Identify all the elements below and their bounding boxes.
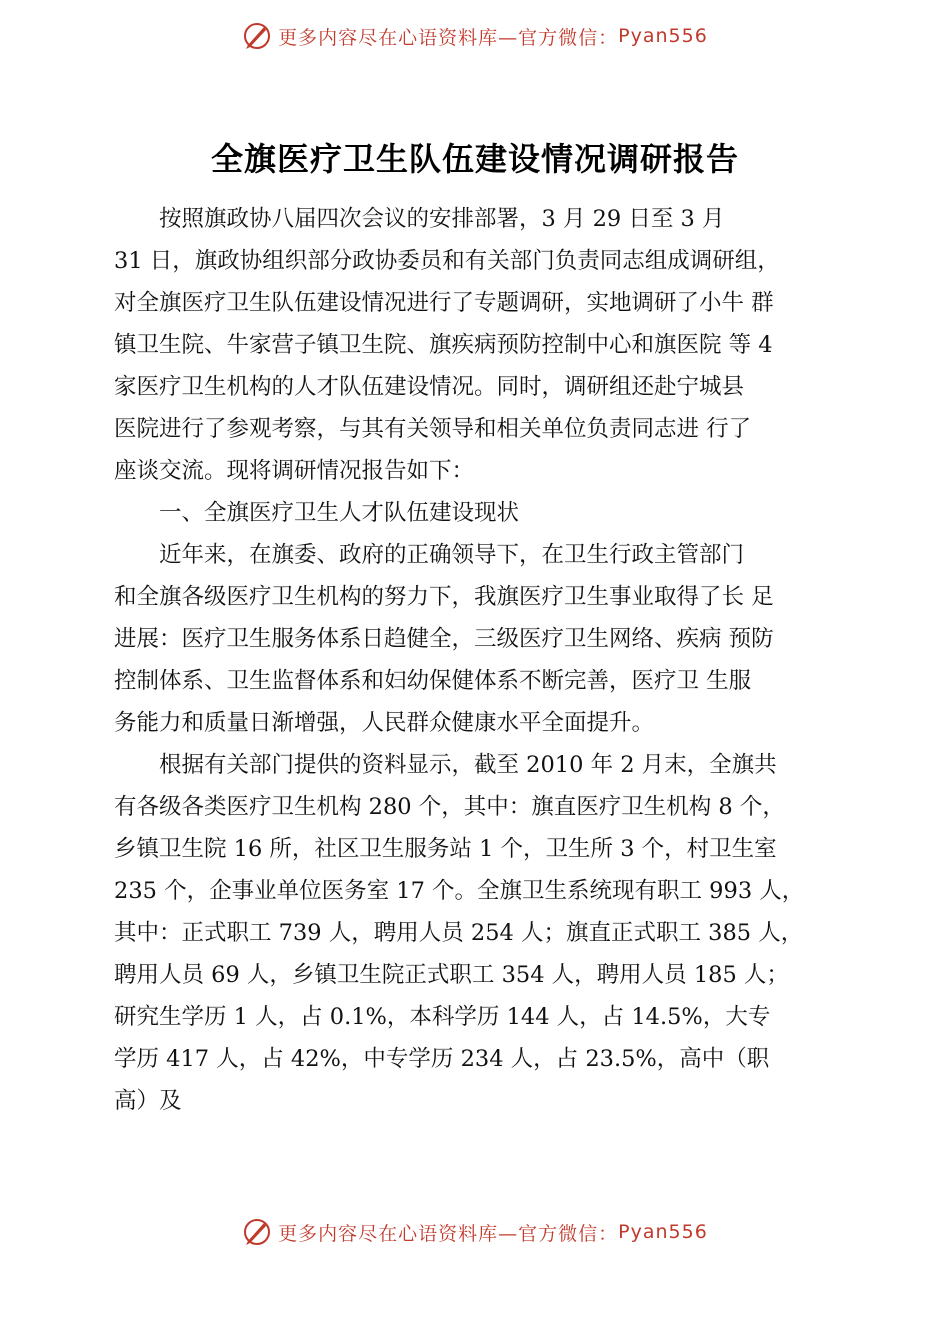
section-heading: 一、全旗医疗卫生人才队伍建设现状 <box>114 500 520 526</box>
body-line: 镇卫生院、牛家营子镇卫生院、旗疾病预防控制中心和旗医院 等 4 <box>114 332 773 358</box>
body-line: 31 日，旗政协组织部分政协委员和有关部门负责同志组成调研组， <box>114 248 780 274</box>
body-line: 控制体系、卫生监督体系和妇幼保健体系不断完善，医疗卫 生服 <box>114 668 752 694</box>
body-line: 其中：正式职工 739 人，聘用人员 254 人；旗直正式职工 385 人， <box>114 920 804 946</box>
body-line: 235 个，企事业单位医务室 17 个。全旗卫生系统现有职工 993 人， <box>114 878 805 904</box>
document-body <box>114 198 854 1122</box>
quill-logo-icon <box>242 21 272 51</box>
document-title: 全旗医疗卫生队伍建设情况调研报告 <box>210 140 739 178</box>
body-line: 近年来，在旗委、政府的正确领导下，在卫生行政主管部门 <box>114 542 745 568</box>
body-line: 乡镇卫生院 16 所，社区卫生服务站 1 个，卫生所 3 个，村卫生室 <box>114 836 777 862</box>
body-line: 家医疗卫生机构的人才队伍建设情况。同时，调研组还赴宁城县 <box>114 374 745 400</box>
watermark-wechat-id: Pyan556 <box>618 25 708 47</box>
body-line: 有各级各类医疗卫生机构 280 个，其中：旗直医疗卫生机构 8 个， <box>114 794 785 820</box>
body-line: 学历 417 人，占 42%，中专学历 234 人，占 23.5%，高中（职 <box>114 1046 770 1072</box>
body-line: 按照旗政协八届四次会议的安排部署，3 月 29 日至 3 月 <box>114 206 725 232</box>
body-line: 聘用人员 69 人，乡镇卫生院正式职工 354 人，聘用人员 185 人； <box>114 962 789 988</box>
body-line: 根据有关部门提供的资料显示，截至 2010 年 2 月末，全旗共 <box>114 752 777 778</box>
body-line: 进展：医疗卫生服务体系日趋健全，三级医疗卫生网络、疾病 预防 <box>114 626 774 652</box>
body-line: 和全旗各级医疗卫生机构的努力下，我旗医疗卫生事业取得了长 足 <box>114 584 774 610</box>
body-line: 座谈交流。现将调研情况报告如下： <box>114 458 475 484</box>
watermark-wechat-id: Pyan556 <box>618 1221 708 1243</box>
body-line: 对全旗医疗卫生队伍建设情况进行了专题调研，实地调研了小牛 群 <box>114 290 774 316</box>
watermark-text: 更多内容尽在心语资料库—官方微信： <box>278 1222 619 1245</box>
body-line: 务能力和质量日渐增强，人民群众健康水平全面提升。 <box>114 710 655 736</box>
body-line: 医院进行了参观考察，与其有关领导和相关单位负责同志进 行了 <box>114 416 752 442</box>
body-line: 高）及 <box>114 1088 182 1114</box>
body-line: 研究生学历 1 人，占 0.1%，本科学历 144 人，占 14.5%，大专 <box>114 1004 771 1030</box>
header-watermark <box>0 16 950 56</box>
watermark-text: 更多内容尽在心语资料库—官方微信： <box>278 26 619 49</box>
quill-logo-icon <box>242 1217 272 1247</box>
footer-watermark <box>0 1212 950 1252</box>
